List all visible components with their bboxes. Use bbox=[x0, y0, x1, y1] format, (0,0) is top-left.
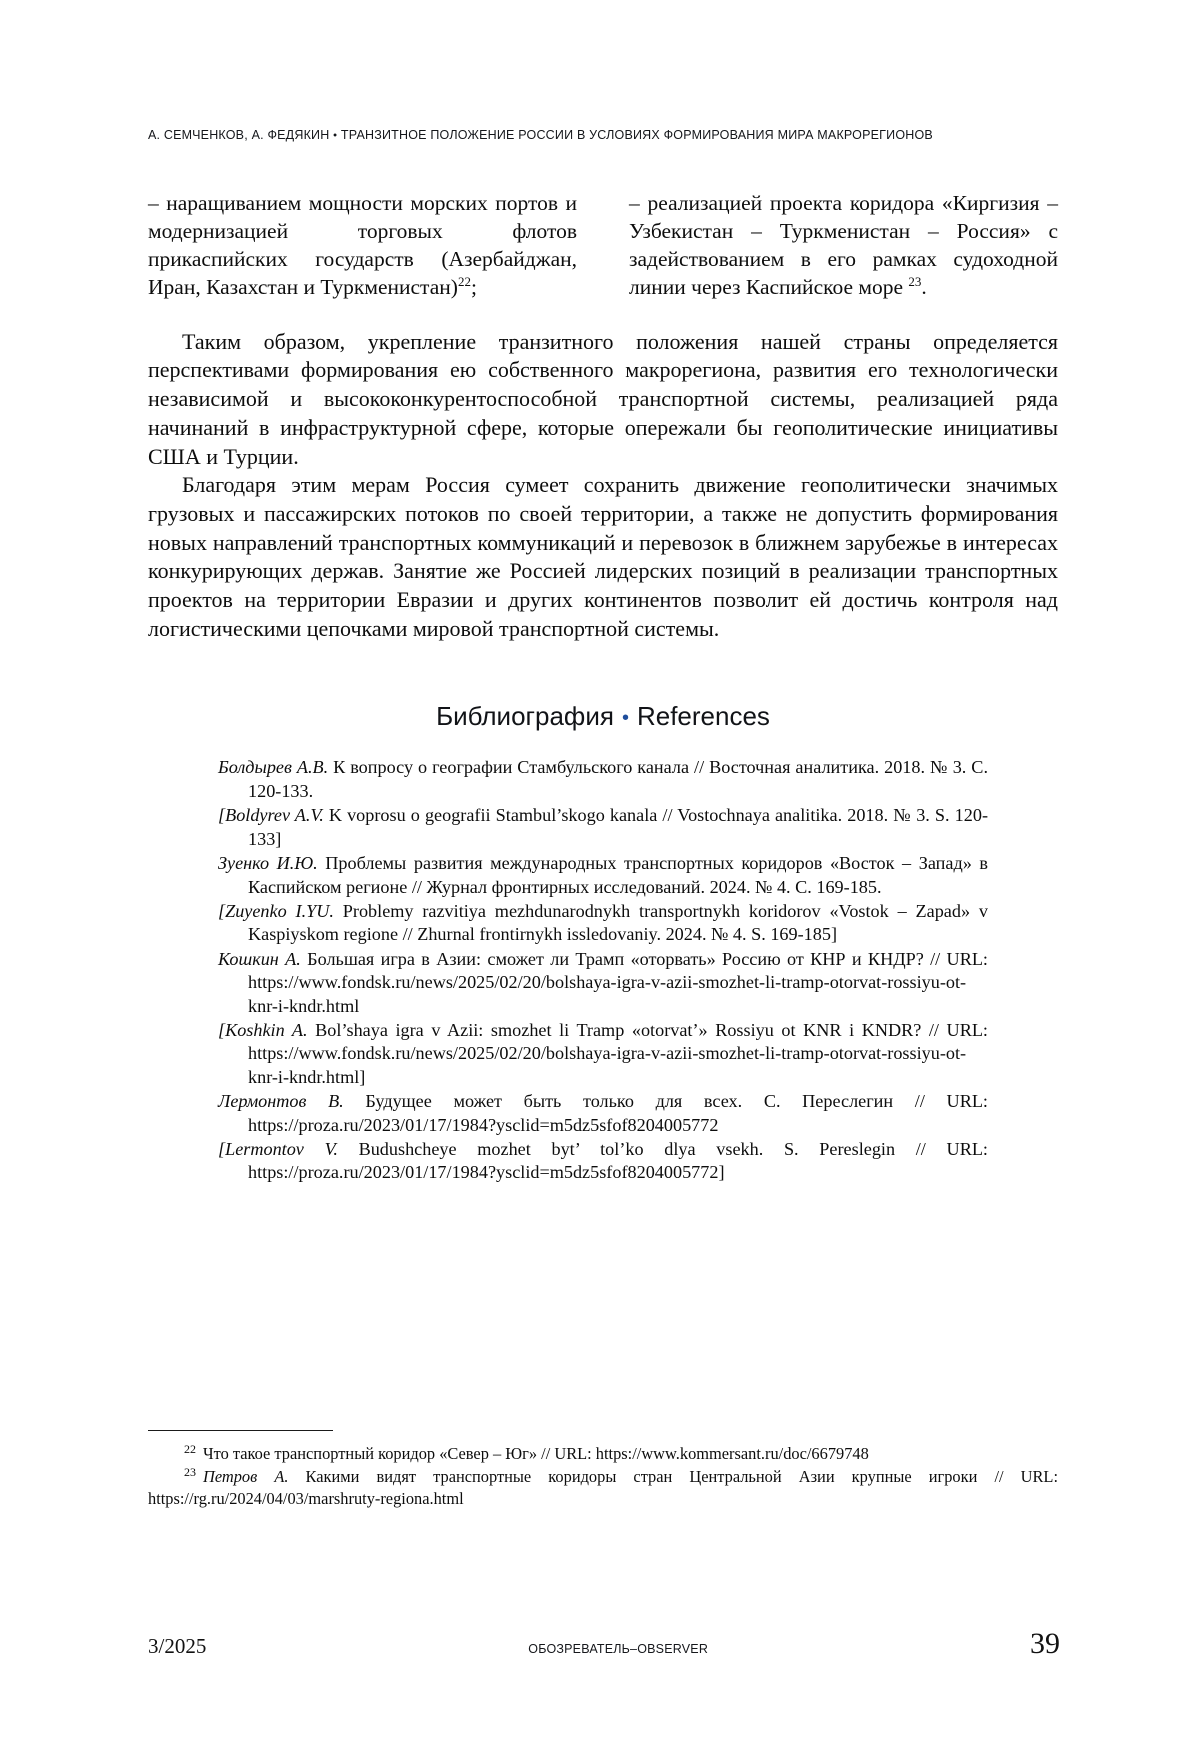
reference-text: Будущее может быть только для всех. С. Переслегин // URL: https://proza.ru/2023/01/17/1984?ysclid=m5dz5sfof8204005772 bbox=[248, 1091, 988, 1135]
footnote-number: 23 bbox=[184, 1464, 196, 1479]
reference-text: Budushcheye mozhet byt’ tol’ko dlya vsekh. S. Pereslegin // URL: https://proza.ru/2023/01/17/1984?ysclid=m5dz5sfof8204005772] bbox=[248, 1139, 988, 1183]
reference-author: Лермонтов В. bbox=[218, 1091, 344, 1112]
reference-item bbox=[218, 756, 988, 802]
footnote-23 bbox=[148, 1466, 1058, 1509]
running-head bbox=[148, 128, 1058, 142]
two-column-block bbox=[148, 190, 1058, 302]
reference-author: [Lermontov V. bbox=[218, 1139, 338, 1160]
reference-item bbox=[218, 1019, 988, 1089]
reference-item bbox=[218, 852, 988, 898]
reference-item bbox=[218, 804, 988, 850]
body-paragraph-2: Благодаря этим мерам Россия сумеет сохранить движение геополитически значимых грузовых и пассажирских потоков по своей территории, а также не допустить формирования новых направлений транспортных коммуникаций и перевозок в ближнем зарубежье в интересах конкурирующих держав. Занятие же Россией лидерских позиций в реализации транспортных проектов на территории Евразии и других континентов позволит ей достичь контроля над логистическими цепочками мировой транспортной системы. bbox=[148, 472, 1058, 641]
reference-item bbox=[218, 948, 988, 1018]
footnote-number: 22 bbox=[184, 1441, 196, 1456]
reference-author: Болдырев А.В. bbox=[218, 757, 329, 778]
running-head-title: ТРАНЗИТНОЕ ПОЛОЖЕНИЕ РОССИИ В УСЛОВИЯХ ФОРМИРОВАНИЯ МИРА МАКРОРЕГИОНОВ bbox=[340, 128, 933, 142]
body-paragraph-1: Таким образом, укрепление транзитного положения нашей страны определяется перспективами формирования ею собственного макрорегиона, развития его технологически независимой и высококонкурентоспособной транспортной системы, реализацией ряда начинаний в инфраструктурной сфере, которые опережали бы геополитические инициативы США и Турции. bbox=[148, 328, 1058, 469]
page-number: 39 bbox=[1029, 1627, 1060, 1660]
reference-text: К вопросу о географии Стамбульского канала // Восточная аналитика. 2018. № 3. С. 120-133. bbox=[248, 757, 988, 801]
footnote-divider bbox=[148, 1430, 333, 1431]
bullet-separator-icon: • bbox=[333, 129, 338, 142]
column-left-tail: ; bbox=[470, 274, 477, 299]
footnote-22 bbox=[148, 1443, 1058, 1464]
references-list bbox=[218, 756, 988, 1184]
reference-author: Кошкин А. bbox=[218, 949, 301, 970]
references-heading-en: References bbox=[636, 701, 770, 732]
column-right bbox=[629, 190, 1058, 302]
footnote-text: Что такое транспортный коридор «Север – Юг» // URL: https://www.kommersant.ru/doc/6679748 bbox=[203, 1444, 869, 1463]
reference-item bbox=[218, 900, 988, 946]
footer-journal-name: ОБОЗРЕВАТЕЛЬ–OBSERVER bbox=[528, 1642, 709, 1656]
footer-issue: 3/2025 bbox=[148, 1634, 207, 1658]
reference-author: [Boldyrev A.V. bbox=[218, 805, 324, 826]
running-head-authors: А. СЕМЧЕНКОВ, А. ФЕДЯКИН bbox=[148, 128, 330, 142]
references-heading bbox=[148, 701, 1058, 732]
footnote-ref-23[interactable]: 23 bbox=[908, 273, 922, 289]
diamond-separator-icon: • bbox=[621, 707, 629, 730]
reference-item bbox=[218, 1138, 988, 1184]
footnote-text: Какими видят транспортные коридоры стран Центральной Азии крупные игроки // URL: https://rg.ru/2024/04/03/marshruty-regiona.html bbox=[148, 1467, 1058, 1508]
column-left bbox=[148, 190, 577, 302]
references-heading-ru: Библиография bbox=[436, 701, 614, 732]
column-right-text: – реализацией проекта коридора «Киргизия – Узбекистан – Туркменистан – Россия» с задействованием в его рамках судоходной линии через Каспийское море bbox=[629, 191, 1058, 299]
column-left-text: – наращиванием мощности морских портов и модернизацией торговых флотов прикаспийских государств (Азербайджан, Иран, Казахстан и Туркменистан) bbox=[148, 191, 577, 299]
reference-item bbox=[218, 1090, 988, 1136]
footnote-area bbox=[148, 1430, 1058, 1511]
reference-text: Problemy razvitiya mezhdunarodnykh transportnykh koridorov «Vostok – Zapad» v Kaspiyskom regione // Zhurnal frontirnykh issledovaniy. 2024. № 4. S. 169-185] bbox=[248, 901, 988, 945]
page-content bbox=[148, 128, 1058, 1186]
footnote-ref-22[interactable]: 22 bbox=[457, 273, 471, 289]
reference-author: [Koshkin A. bbox=[218, 1020, 308, 1041]
reference-author: [Zuyenko I.YU. bbox=[218, 901, 334, 922]
reference-author: Зуенко И.Ю. bbox=[218, 853, 318, 874]
reference-text: Проблемы развития международных транспортных коридоров «Восток – Запад» в Каспийском регионе // Журнал фронтирных исследований. 2024. № 4. С. 169-185. bbox=[248, 853, 988, 897]
column-right-tail: . bbox=[921, 274, 927, 299]
reference-text: Большая игра в Азии: сможет ли Трамп «оторвать» Россию от КНР и КНДР? // URL: https://www.fondsk.ru/news/2025/02/20/bolshaya-igra-v-azii-smozhet-li-tramp-otorvat-rossiyu-ot-knr-i-kndr.html bbox=[248, 949, 988, 1016]
reference-text: K voprosu o geografii Stambul’skogo kanala // Vostochnaya analitika. 2018. № 3. S. 120-133] bbox=[248, 805, 989, 849]
reference-text: Bol’shaya igra v Azii: smozhet li Tramp «otorvat’» Rossiyu ot KNR i KNDR? // URL: https://www.fondsk.ru/news/2025/02/20/bolshaya-igra-v-azii-smozhet-li-tramp-otorvat-rossiyu-ot-knr-i-kndr.html] bbox=[248, 1020, 988, 1087]
page-footer bbox=[148, 1627, 1060, 1661]
footnote-author: Петров А. bbox=[203, 1467, 289, 1487]
